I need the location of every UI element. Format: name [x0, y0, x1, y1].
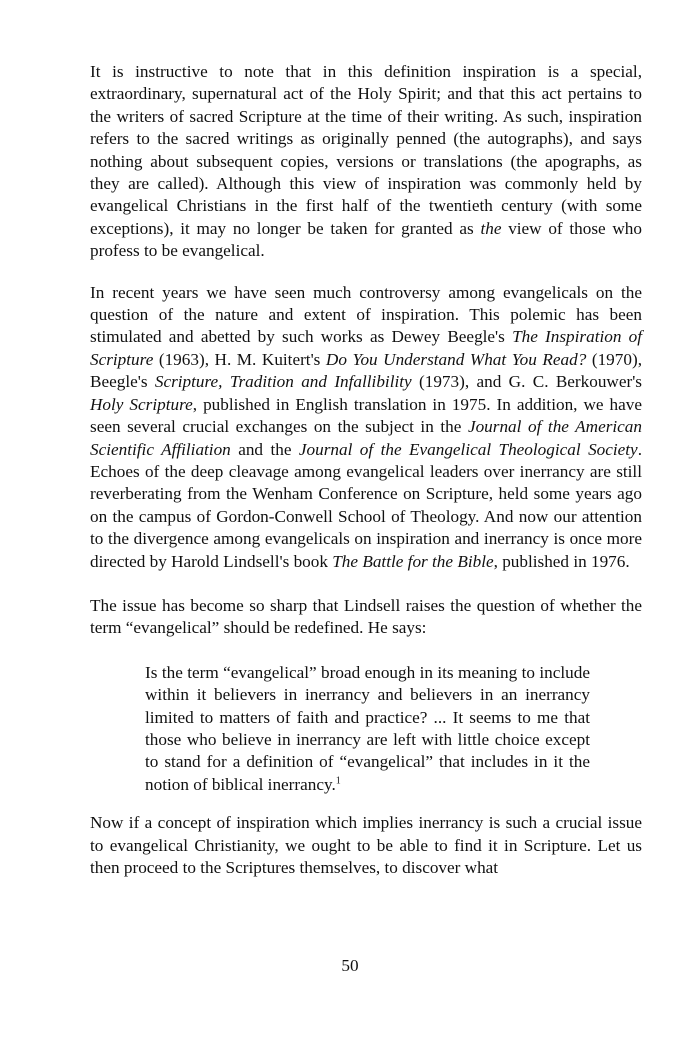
paragraph-4: [90, 812, 642, 879]
text-span: , published in 1976.: [493, 551, 630, 571]
text-span: The issue has become so sharp that Lindsell raises the question of whether the term “evangelical” should be redefined. He says:: [90, 595, 642, 638]
text-span: Now if a concept of inspiration which implies inerrancy is such a crucial issue to evangelical Christianity, we ought to be able to find it in Scripture. Let us then proceed to the Scriptures themselves, to discover what: [90, 813, 642, 877]
text-span: In recent years we have seen much controversy among evangelicals on the question of the nature and extent of inspiration. This polemic has been stimulated and abetted by such works as Dewey Beegle's: [90, 282, 642, 347]
text-span: (1973), and G. C. Berkouwer's: [411, 372, 642, 392]
text-span: . Echoes of the deep cleavage among evangelical leaders over inerrancy are still reverberating from the Wenham Conference on Scripture, held some years ago on the campus of Gordon-Conwell School of Theology. And now our attention to the divergence among evangelicals on inspiration and inerrancy is once more directed by Harold Lindsell's book: [90, 439, 642, 571]
text-span: (1963), H. M. Kuitert's: [153, 349, 326, 369]
journal-title: Journal of the Evangelical Theological Society: [298, 439, 638, 459]
emphasis: the: [480, 218, 502, 238]
text-span: (1970), Beegle's: [90, 349, 642, 392]
quote-text: Is the term “evangelical” broad enough in its meaning to include within it believers in inerrancy and believers in an inerrancy limited to matters of faith and practice? ... It seems to me that those who believe in inerrancy are left with little choice except to stand for a definition of “evangelical” that includes in it the notion of biblical inerrancy.: [145, 662, 590, 794]
paragraph-2: [90, 282, 642, 573]
book-title: The Inspiration of Scripture: [90, 327, 643, 369]
paragraph-1: [90, 61, 642, 263]
book-title: The Battle for the Bible: [332, 551, 494, 571]
paragraph-3: [90, 595, 642, 640]
block-quote: [145, 662, 590, 796]
text-span: , published in English translation in 1975. In addition, we have seen several crucial exchanges on the subject in the: [90, 394, 642, 437]
journal-title: Journal of the American Scientific Affiliation: [90, 417, 642, 459]
text-span: It is instructive to note that in this definition inspiration is a special, extraordinary, supernatural act of the Holy Spirit; and that this act pertains to the writers of sacred Scripture at the time of their writing. As such, inspiration refers to the sacred writings as originally penned (the autographs), and says nothing about subsequent copies, versions or translations (the apographs, as they are called). Although this view of inspiration was commonly held by evangelical Christians in the first half of the twentieth century (with some exceptions), it may no longer be taken for granted as: [90, 62, 642, 238]
footnote-marker: 1: [335, 775, 341, 787]
text-span: view of those who profess to be evangelical.: [90, 218, 642, 261]
body-text: [90, 61, 642, 901]
book-title: Scripture, Tradition and Infallibility: [154, 372, 412, 392]
book-title: Do You Understand What You Read?: [325, 349, 587, 369]
text-span: and the: [230, 439, 299, 459]
book-title: Holy Scripture: [90, 394, 193, 414]
page-number: 50: [341, 956, 359, 975]
